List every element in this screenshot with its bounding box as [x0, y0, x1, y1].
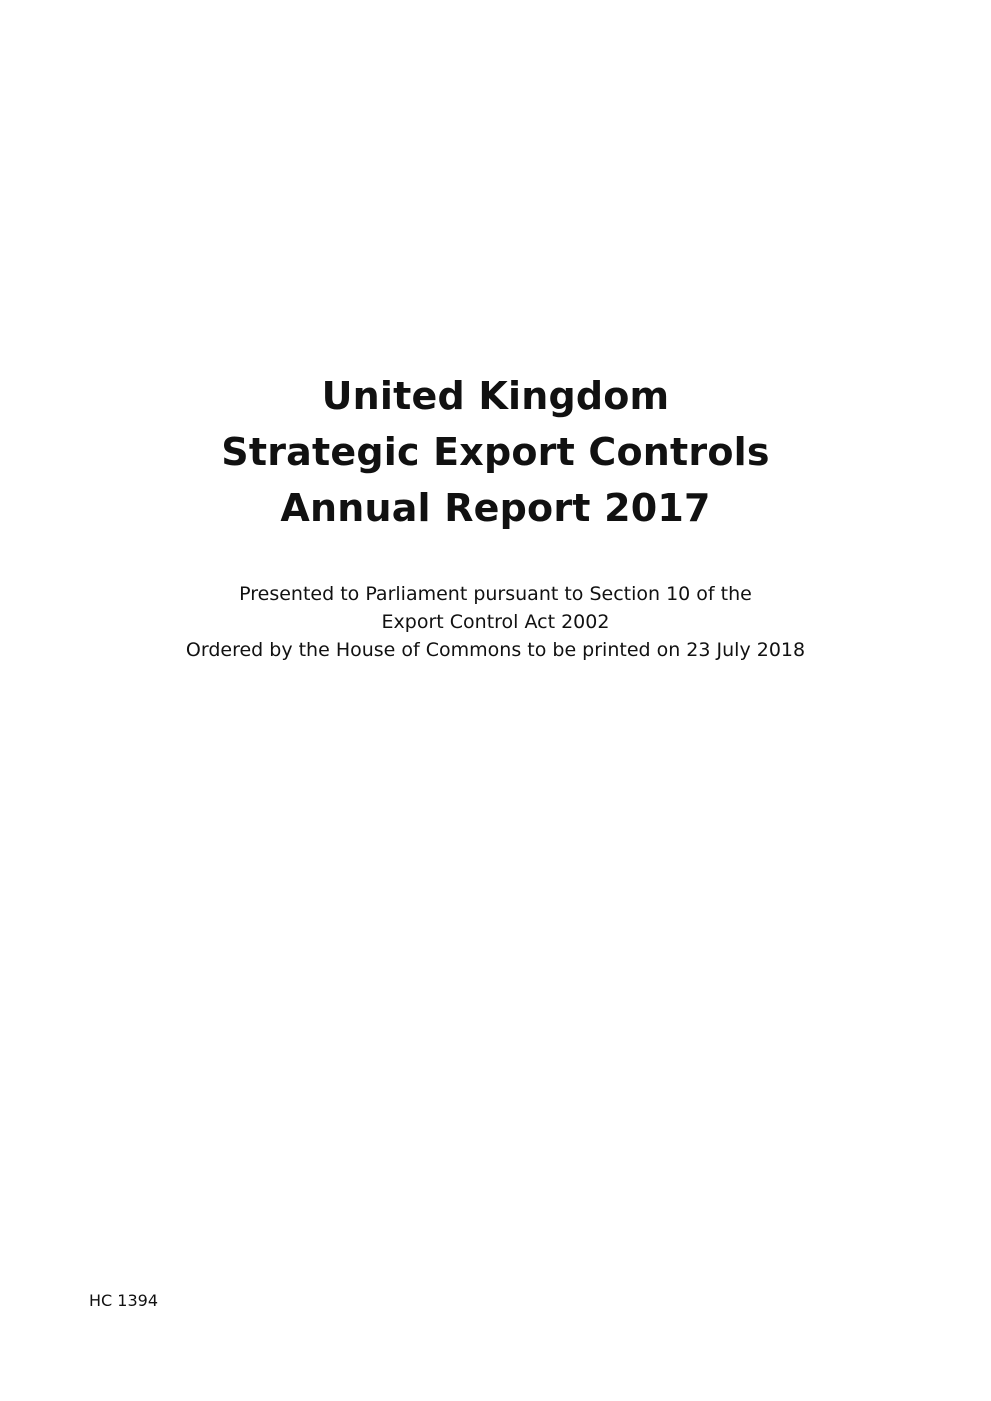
presentation-line-act: Export Control Act 2002: [381, 611, 610, 633]
title-line-report-year: Annual Report 2017: [280, 486, 711, 530]
report-title: [0, 368, 991, 536]
title-line-subject: Strategic Export Controls: [221, 430, 770, 474]
title-line-country: United Kingdom: [321, 374, 670, 418]
presentation-line-ordered: Ordered by the House of Commons to be printed on 23 July 2018: [185, 639, 806, 661]
presentation-statement: [0, 580, 991, 664]
house-of-commons-paper-number: HC 1394: [89, 1291, 159, 1310]
presentation-line-pursuant: Presented to Parliament pursuant to Section 10 of the: [239, 583, 752, 605]
